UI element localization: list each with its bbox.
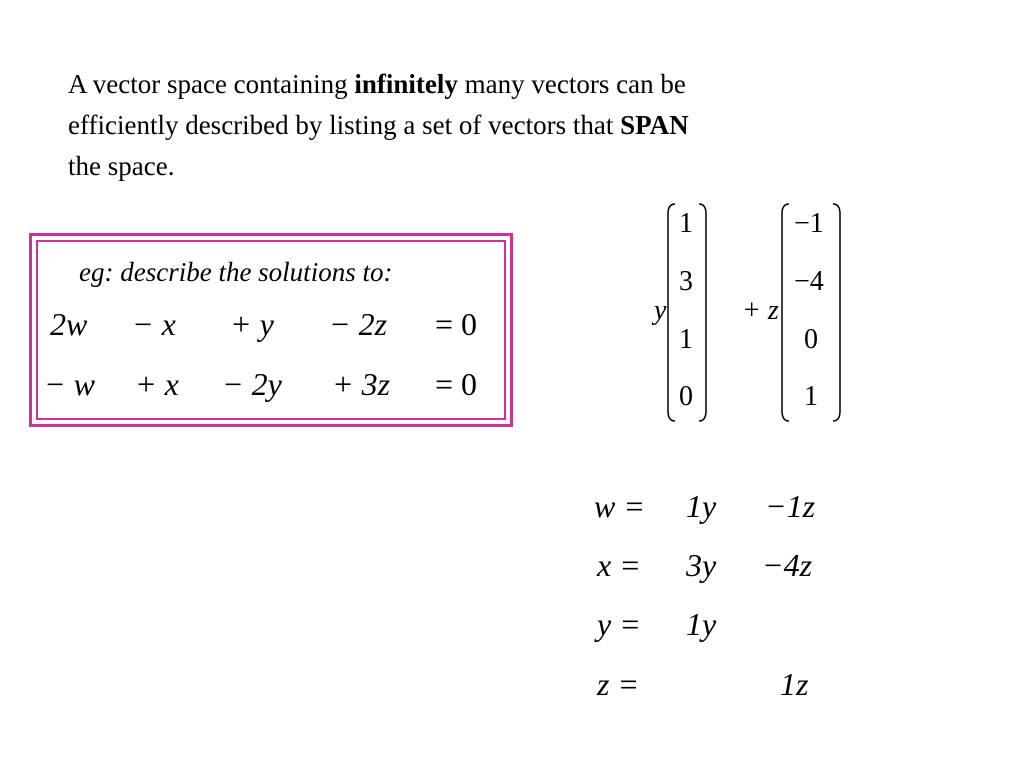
intro-paragraph: [68, 64, 888, 187]
eq1-term-2: − x: [132, 306, 176, 342]
intro-emphasis-span: SPAN: [620, 110, 689, 140]
vector-2-entry-3: 0: [804, 324, 818, 355]
component-w-y-term: 1y: [686, 488, 717, 524]
intro-text: A vector space containing: [68, 69, 355, 99]
eq1-term-4: − 2z: [329, 306, 388, 342]
vector-2-entry-4: 1: [804, 381, 818, 412]
vector-2-entry-1: −1: [794, 208, 824, 239]
example-prompt: eg: describe the solutions to:: [79, 257, 393, 287]
eq2-rhs: = 0: [435, 366, 478, 402]
eq2-term-1: − w: [44, 366, 95, 402]
component-z-z-term: 1z: [780, 666, 809, 702]
eq2-term-3: − 2y: [222, 366, 282, 402]
vector-2-entry-2: −4: [794, 266, 824, 297]
intro-line-3: the space.: [68, 151, 175, 181]
vector-1-entry-2: 3: [679, 266, 693, 297]
intro-emphasis-infinitely: infinitely: [354, 69, 458, 99]
intro-text: efficiently described by listing a set of vectors that: [68, 110, 621, 140]
intro-line-2: [68, 105, 888, 146]
component-x-lhs: x =: [597, 547, 641, 583]
component-w-z-term: −1z: [765, 488, 816, 524]
component-y-y-term: 1y: [686, 606, 717, 642]
span-vector-1: [666, 200, 708, 425]
component-w-lhs: w =: [594, 488, 645, 524]
eq2-term-2: + x: [135, 366, 179, 402]
example-equation-box: [29, 233, 513, 427]
span-vector-2: [780, 200, 842, 425]
intro-text: many vectors can be: [457, 69, 686, 99]
vector-coefficient-y: y: [654, 295, 667, 326]
component-x-y-term: 3y: [686, 547, 717, 583]
eq1-term-1: 2w: [50, 306, 88, 342]
component-y-lhs: y =: [597, 606, 641, 642]
vector-1-entry-4: 0: [679, 381, 693, 412]
eq2-term-4: + 3z: [332, 366, 391, 402]
eq1-rhs: = 0: [435, 306, 478, 342]
vector-1-entry-3: 1: [679, 324, 693, 355]
component-x-z-term: −4z: [762, 547, 813, 583]
vector-1-entry-1: 1: [679, 208, 693, 239]
component-z-lhs: z =: [597, 666, 640, 702]
intro-line-1: [68, 64, 888, 105]
eq1-term-3: + y: [230, 306, 274, 342]
vector-coefficient-z: + z: [742, 295, 779, 326]
